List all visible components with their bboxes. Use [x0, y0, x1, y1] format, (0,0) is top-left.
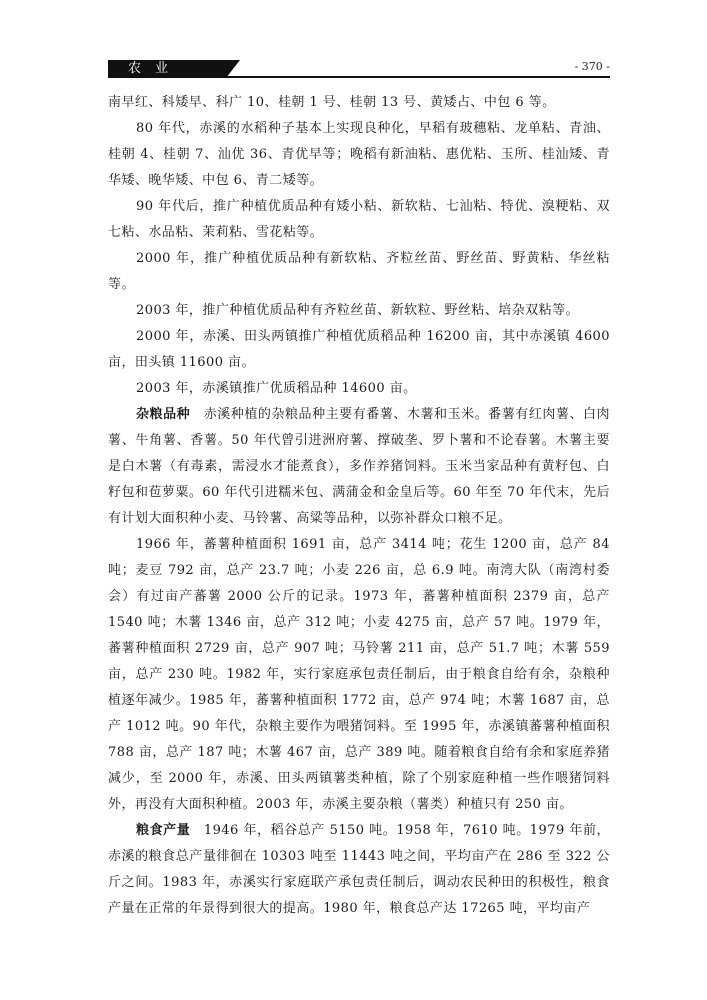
paragraph-text: 赤溪种植的杂粮品种主要有番薯、木薯和玉米。番薯有红肉薯、白肉薯、牛角薯、香薯。50 年代曾引进洲府薯、撑破垄、罗卜薯和不论春薯。木薯主要是白木薯（有毒素，需浸水才能煮食），多作养猪饲料。玉米当家品种有黄籽包、白籽包和苞萝粟。60 年代引进糯米包、满蒲金和金皇后等。60 年至 70 年代末，先后有计划大面积种小麦、马铃薯、高粱等品种，以弥补群众口粮不足。	[108, 407, 610, 526]
body-text	[108, 90, 610, 922]
paragraph	[108, 246, 610, 298]
paragraph	[108, 376, 610, 402]
paragraph-text: 2000 年，赤溪、田头两镇推广种植优质稻品种 16200 亩，其中赤溪镇 4600 亩，田头镇 11600 亩。	[108, 329, 610, 370]
paragraph-text: 2000 年，推广种植优质品种有新软粘、齐粒丝苗、野丝苗、野黄粘、华丝粘等。	[108, 251, 610, 292]
section-heading: 杂粮品种	[136, 407, 191, 422]
section-title: 农业	[128, 61, 183, 76]
paragraph	[108, 116, 610, 194]
paragraph	[108, 90, 610, 116]
section-tab	[108, 60, 226, 78]
paragraph-text: 90 年代后，推广种植优质品种有矮小粘、新软粘、七汕粘、特优、溴粳粘、双七粘、水品粘、茉莉粘、雪花粘等。	[108, 199, 610, 240]
paragraph	[108, 324, 610, 376]
paragraph-text: 80 年代，赤溪的水稻种子基本上实现良种化，早稻有玻穗粘、龙单粘、青油、桂朝 4、桂朝 7、汕优 36、青优早等；晚稻有新油粘、惠优粘、玉所、桂汕矮、青华矮、晚华矮、中包 6、青二矮等。	[108, 121, 610, 188]
section-heading: 粮食产量	[136, 823, 191, 838]
paragraph-text: 1946 年，稻谷总产 5150 吨。1958 年，7610 吨。1979 年前，赤溪的粮食总产量徘徊在 10303 吨至 11443 吨之间，平均亩产在 286 至 322 公斤之间。1983 年，赤溪实行家庭联产承包责任制后，调动农民种田的积极性，粮食产量在正常的年景得到很大的提高。1980 年，粮食总产达 17265 吨，平均亩产	[108, 823, 610, 916]
page-number: - 370 -	[574, 60, 610, 73]
header-rule	[226, 76, 610, 78]
paragraph-text: 2003 年，推广种植优质品种有齐粒丝苗、新软粒、野丝粘、培杂双粘等。	[136, 303, 579, 318]
paragraph	[108, 818, 610, 922]
paragraph-text: 南早红、科矮早、科广 10、桂朝 1 号、桂朝 13 号、黄矮占、中包 6 等。	[108, 95, 556, 110]
paragraph	[108, 298, 610, 324]
paragraph	[108, 532, 610, 818]
page-header	[108, 60, 610, 78]
paragraph-text: 1966 年，蕃薯种植面积 1691 亩，总产 3414 吨；花生 1200 亩，总产 84 吨；麦豆 792 亩，总产 23.7 吨；小麦 226 亩，总 6.9 吨。南湾大队（南湾村委会）有过亩产蕃薯 2000 公斤的记录。1973 年，蕃薯种植面积 2379 亩，总产 1540 吨；木薯 1346 亩，总产 312 吨；小麦 4275 亩，总产 57 吨。1979 年，蕃薯种植面积 2729 亩，总产 907 吨；马铃薯 211 亩，总产 51.7 吨；木薯 559 亩，总产 230 吨。1982 年，实行家庭承包责任制后，由于粮食自给有余，杂粮种植逐年减少。1985 年，蕃薯种植面积 1772 亩，总产 974 吨；木薯 1687 亩，总产 1012 吨。90 年代，杂粮主要作为喂猪饲料。至 1995 年，赤溪镇蕃薯种植面积 788 亩，总产 187 吨；木薯 467 亩，总产 389 吨。随着粮食自给有余和家庭养猪减少，至 2000 年，赤溪、田头两镇薯类种植，除了个别家庭种植一些作喂猪饲料外，再没有大面积种植。2003 年，赤溪主要杂粮（薯类）种植只有 250 亩。	[108, 537, 610, 812]
paragraph	[108, 402, 610, 532]
paragraph-text: 2003 年，赤溪镇推广优质稻品种 14600 亩。	[136, 381, 417, 396]
paragraph	[108, 194, 610, 246]
